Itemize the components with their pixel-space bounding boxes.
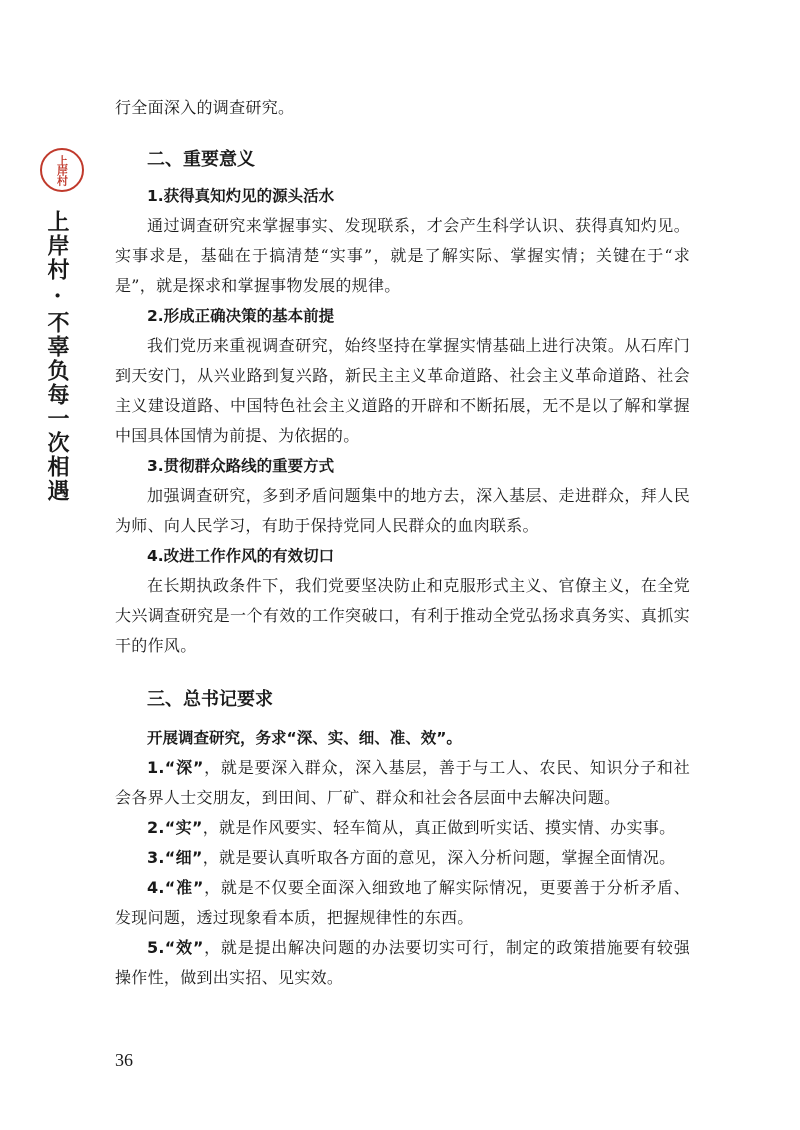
section-2-item-4-body: 在长期执政条件下，我们党要坚决防止和克服形式主义、官僚主义，在全党大兴调查研究是一个有效的工作突破口，有利于推动全党弘扬求真务实、真抓实干的作风。 [115, 576, 690, 655]
sidebar [40, 148, 88, 503]
requirement-1-text: ，就是要深入群众，深入基层，善于与工人、农民、知识分子和社会各界人士交朋友，到田间、厂矿、群众和社会各层面中去解决问题。 [115, 758, 690, 807]
requirement-3-text: ，就是要认真听取各方面的意见，深入分析问题，掌握全面情况。 [202, 848, 676, 867]
page-number: 36 [115, 1050, 133, 1070]
requirement-3 [115, 843, 690, 873]
page-content [115, 93, 690, 993]
requirement-5-text: ，就是提出解决问题的办法要切实可行，制定的政策措施要有较强操作性，做到出实招、见实效。 [115, 938, 690, 987]
section-2-item-4-heading: 4.改进工作作风的有效切口 [147, 547, 335, 565]
section-2-item-2-heading: 2.形成正确决策的基本前提 [147, 307, 335, 325]
section-2-item-1-body: 通过调查研究来掌握事实、发现联系，才会产生科学认识、获得真知灼见。实事求是，基础在于搞清楚“实事”，就是了解实际、掌握实情；关键在于“求是”，就是探求和掌握事物发展的规律。 [115, 216, 690, 295]
requirement-1-lead: 1.“深” [147, 758, 204, 777]
section-2-item-3-body: 加强调查研究，多到矛盾问题集中的地方去，深入基层、走进群众，拜人民为师、向人民学习，有助于保持党同人民群众的血肉联系。 [115, 486, 690, 535]
requirement-5 [115, 933, 690, 993]
requirement-2-lead: 2.“实” [147, 818, 203, 837]
requirement-4 [115, 873, 690, 933]
section-2-item-1-heading: 1.获得真知灼见的源头活水 [147, 187, 335, 205]
requirement-1 [115, 753, 690, 813]
section-2-title: 二、重要意义 [147, 149, 255, 170]
seal-logo: 上岸村 [40, 148, 84, 192]
intro-line: 行全面深入的调查研究。 [115, 98, 295, 117]
requirement-2 [115, 813, 690, 843]
requirement-2-text: ，就是作风要实、轻车简从，真正做到听实话、摸实情、办实事。 [202, 818, 676, 837]
requirement-4-text: ，就是不仅要全面深入细致地了解实际情况，更要善于分析矛盾、发现问题，透过现象看本质，把握规律性的东西。 [115, 878, 690, 927]
requirement-4-lead: 4.“准” [147, 878, 204, 897]
section-3-title: 三、总书记要求 [147, 689, 273, 710]
requirement-3-lead: 3.“细” [147, 848, 203, 867]
section-2-item-2-body: 我们党历来重视调查研究，始终坚持在掌握实情基础上进行决策。从石库门到天安门，从兴业路到复兴路，新民主主义革命道路、社会主义革命道路、社会主义建设道路、中国特色社会主义道路的开辟和不断拓展，无不是以了解和掌握中国具体国情为前提、为依据的。 [115, 336, 690, 445]
sidebar-vertical-title: 上岸村 · 不辜负每一次相遇 [44, 210, 70, 503]
section-2-item-3-heading: 3.贯彻群众路线的重要方式 [147, 457, 335, 475]
requirement-5-lead: 5.“效” [147, 938, 204, 957]
section-3-intro: 开展调查研究，务求“深、实、细、准、效”。 [147, 729, 462, 747]
